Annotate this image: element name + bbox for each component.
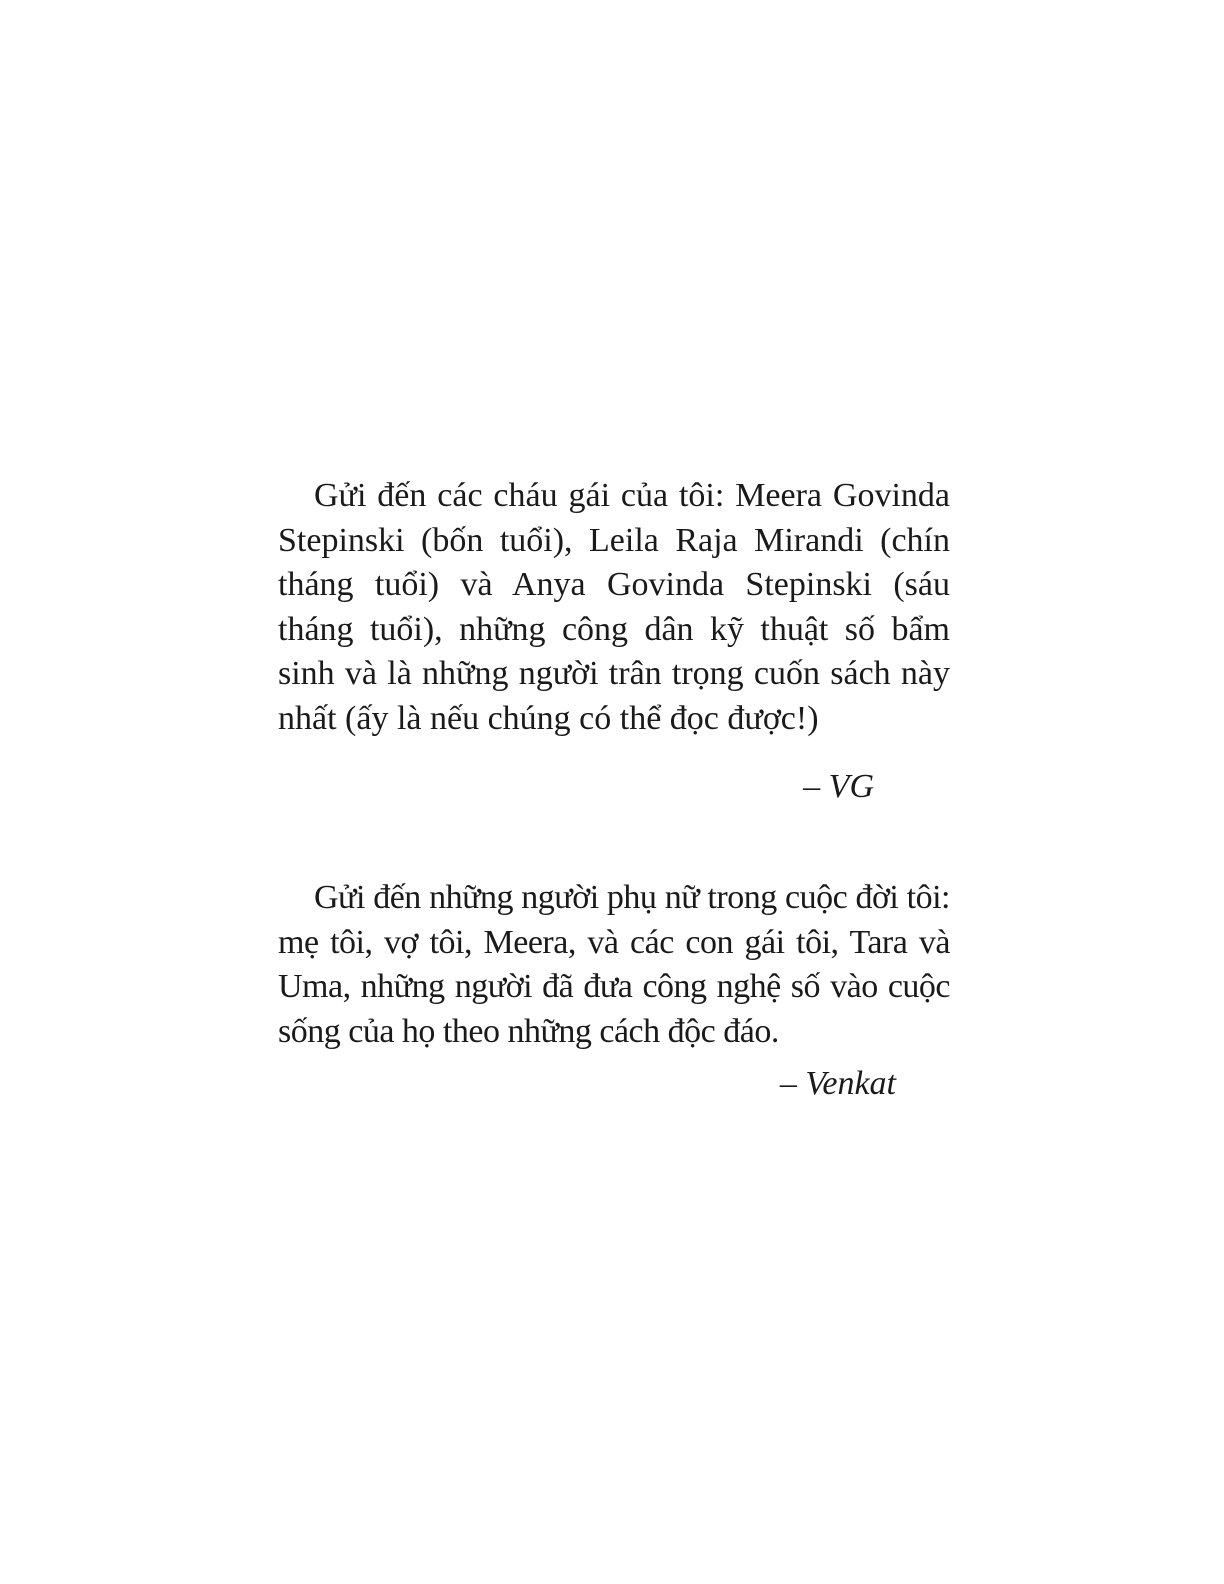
signature: – VG	[803, 768, 874, 805]
dedication-family	[278, 876, 950, 1106]
signature: – Venkat	[779, 1065, 896, 1102]
dedication-grandchildren	[278, 474, 950, 809]
dedication-text: Gửi đến những người phụ nữ trong cuộc đời tôi: mẹ tôi, vợ tôi, Meera, và các con gái tôi, Tara và Uma, những người đã đưa công nghệ số vào cuộc sống của họ theo những cách độc đáo.	[278, 879, 950, 1050]
dedication-text: Gửi đến các cháu gái của tôi: Meera Govinda Stepinski (bốn tuổi), Leila Raja Mirandi (chín tháng tuổi) và Anya Govinda Stepinski (sáu tháng tuổi), những công dân kỹ thuật số bẩm sinh và là những người trân trọng cuốn sách này nhất (ấy là nếu chúng có thể đọc được!)	[278, 477, 950, 737]
